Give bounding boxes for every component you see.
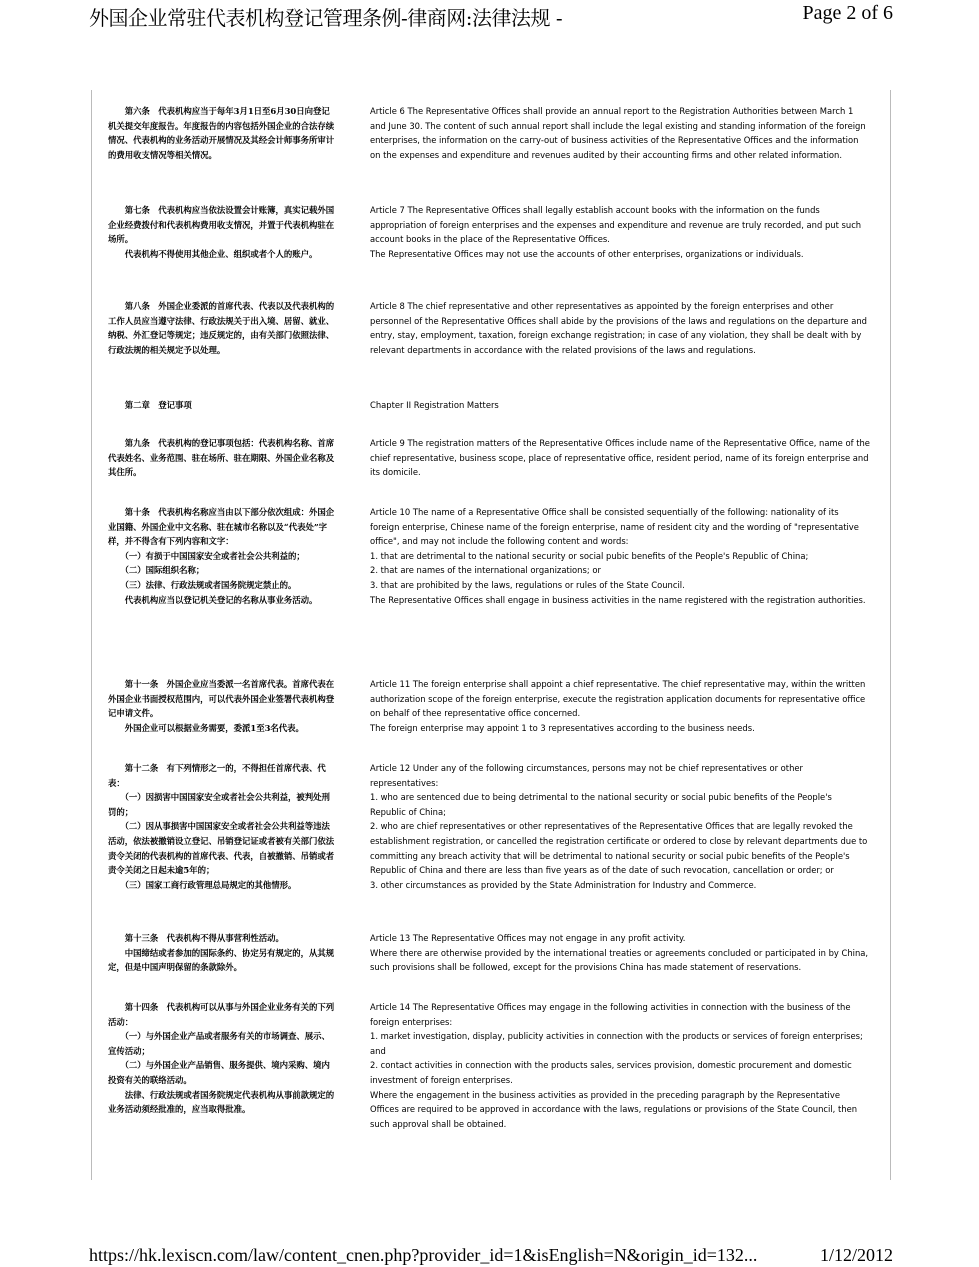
article-en-text	[370, 104, 870, 162]
zh-paragraph: （一）与外国企业产品或者服务有关的市场调查、展示、宣传活动；	[108, 1031, 330, 1056]
article-zh-text	[108, 931, 336, 975]
article-zh-text	[108, 677, 336, 735]
en-paragraph: Where the engagement in the business activities as provided in the preceding paragraph by the Representative Offices are required to be approved in accordance with the laws, regulations or provisions of the State Council, then such approval shall be obtained.	[370, 1089, 858, 1129]
en-paragraph: The Representative Offices may not use the accounts of other enterprises, organizations or individuals.	[370, 248, 804, 259]
footer-date: 1/12/2012	[819, 1245, 893, 1265]
page-number: Page 2 of 6	[802, 2, 893, 24]
zh-paragraph: 第二章 登记事项	[108, 400, 192, 410]
article-en-text	[370, 677, 870, 735]
zh-paragraph: 第十一条 外国企业应当委派一名首席代表。首席代表在外国企业书面授权范围内，可以代表外国企业签署代表机构登记申请文件。	[108, 679, 335, 719]
en-paragraph: Article 9 The registration matters of the Representative Offices include name of the Representative Office, name of the chief representative, business scope, place of representative office, resident period, name of its foreign enterprise and its domicile.	[370, 438, 870, 478]
article-zh-text	[108, 398, 336, 413]
article-en-text	[370, 203, 870, 261]
zh-paragraph: （一）因损害中国国家安全或者社会公共利益，被判处刑罚的；	[108, 792, 330, 817]
article-en-text	[370, 1000, 870, 1131]
en-paragraph: Article 10 The name of a Representative Office shall be consisted sequentially of the following: nationality of its foreign enterprise, Chinese name of the foreign enterprise, name of resident city and the wording of "representative office", and may not include the following content and words:	[370, 507, 859, 547]
en-paragraph: Article 13 The Representative Offices may not engage in any profit activity.	[370, 933, 686, 943]
en-paragraph: 3. that are prohibited by the laws, regulations or rules of the State Council.	[370, 579, 685, 590]
en-paragraph: 1. market investigation, display, publicity activities in connection with the products or services of foreign enterprises; and	[370, 1031, 863, 1056]
article-en-text	[370, 299, 870, 357]
article-zh-text	[108, 761, 336, 892]
article-en-text	[370, 931, 870, 975]
en-paragraph: Article 11 The foreign enterprise shall appoint a chief representative. The chief representative may, within the written authorization scope of the foreign enterprise, execute the registration application documents for representative office on behalf of thee representative office concerned.	[370, 679, 866, 719]
zh-paragraph: 第七条 代表机构应当依法设置会计账簿，真实记载外国企业经费拨付和代表机构费用收支情况，并置于代表机构驻在场所。	[108, 205, 335, 245]
zh-paragraph: 第十三条 代表机构不得从事营利性活动。	[108, 933, 284, 943]
en-paragraph: 1. who are sentenced due to being detrimental to the national security or social pubic benefits of the People's Republic of China;	[370, 792, 832, 817]
article-en-text	[370, 398, 870, 413]
en-paragraph: The foreign enterprise may appoint 1 to 3 representatives according to the business needs.	[370, 722, 755, 733]
en-paragraph: Chapter II Registration Matters	[370, 400, 499, 410]
article-zh-text	[108, 104, 336, 162]
zh-paragraph: 第八条 外国企业委派的首席代表、代表以及代表机构的工作人员应当遵守法律、行政法规关于出入境、居留、就业、纳税、外汇登记等规定；违反规定的，由有关部门依照法律、行政法规的相关规定予以处理。	[108, 301, 335, 355]
en-paragraph: Article 7 The Representative Offices shall legally establish account books with the information on the funds appropriation of foreign enterprises and the expenses and expenditure and revenue are truly recorded, and put such account books in the place of the Representative Offices.	[370, 205, 862, 245]
zh-paragraph: 法律、行政法规或者国务院规定代表机构从事前款规定的业务活动须经批准的，应当取得批准。	[108, 1089, 335, 1115]
zh-paragraph: 第十二条 有下列情形之一的，不得担任首席代表、代表：	[108, 763, 326, 788]
zh-paragraph: 第九条 代表机构的登记事项包括：代表机构名称、首席代表姓名、业务范围、驻在场所、驻在期限、外国企业名称及其住所。	[108, 438, 335, 478]
en-paragraph: 2. that are names of the international organizations; or	[370, 565, 601, 576]
zh-paragraph: （一）有损于中国国家安全或者社会公共利益的；	[108, 550, 305, 561]
en-paragraph: Where there are otherwise provided by the international treaties or agreements concluded or participated in by China, such provisions shall be followed, except for the provisions China has made statement of reservations.	[370, 947, 869, 973]
zh-paragraph: 第十条 代表机构名称应当由以下部分依次组成：外国企业国籍、外国企业中文名称、驻在城市名称以及“代表处”字样，并不得含有下列内容和文字：	[108, 507, 335, 547]
zh-paragraph: （二）国际组织名称；	[108, 565, 205, 576]
en-paragraph: Article 12 Under any of the following circumstances, persons may not be chief representatives or other representatives:	[370, 763, 803, 788]
article-zh-text	[108, 1000, 336, 1117]
zh-paragraph: （二）因从事损害中国国家安全或者社会公共利益等违法活动，依法被撤销设立登记、吊销登记证或者被有关部门依法责令关闭的代表机构的首席代表、代表，自被撤销、吊销或者责令关闭之日起未逾5年的；	[108, 821, 335, 876]
zh-paragraph: 代表机构不得使用其他企业、组织或者个人的账户。	[108, 248, 318, 259]
en-paragraph: Article 8 The chief representative and other representatives as appointed by the foreign enterprises and other personnel of the Representative Offices shall abide by the provisions of the laws and regulations on the departure and entry, stay, employment, taxation, foreign exchange registration; in case of any violation, they shall be dealt with by relevant departments in accordance with the related provisions of the laws and regulations.	[370, 301, 867, 355]
article-zh-text	[108, 505, 336, 607]
article-zh-text	[108, 203, 336, 261]
article-en-text	[370, 761, 870, 892]
en-paragraph: Article 14 The Representative Offices may engage in the following activities in connection with the business of the foreign enterprises:	[370, 1002, 851, 1027]
zh-paragraph: 第六条 代表机构应当于每年3月1日至6月30日向登记机关提交年度报告。年度报告的内容包括外国企业的合法存续情况、代表机构的业务活动开展情况及其经会计师事务所审计的费用收支情况等相关情况。	[108, 106, 335, 160]
footer-url: https://hk.lexiscn.com/law/content_cnen.php?provider_id=1&isEnglish=N&origin_id=132...	[89, 1245, 758, 1265]
en-paragraph: Article 6 The Representative Offices shall provide an annual report to the Registration Authorities between March 1 and June 30. The content of such annual report shall include the legal existing and standing information of the foreign enterprises, the information on the carry-out of business activities of the Representative Offices and the information on the expenses and expenditure and revenues audited by their accounting firms and other related information.	[370, 106, 866, 160]
article-en-text	[370, 505, 870, 607]
zh-paragraph: 第十四条 代表机构可以从事与外国企业业务有关的下列活动：	[108, 1002, 335, 1027]
zh-paragraph: 中国缔结或者参加的国际条约、协定另有规定的，从其规定，但是中国声明保留的条款除外。	[108, 947, 335, 973]
en-paragraph: 1. that are detrimental to the national security or social pubic benefits of the People's Republic of China;	[370, 550, 809, 561]
article-en-text	[370, 436, 870, 480]
en-paragraph: The Representative Offices shall engage in business activities in the name registered with the registration authorities.	[370, 594, 866, 605]
page-header-title: 外国企业常驻代表机构登记管理条例-律商网:法律法规 -	[89, 6, 563, 30]
zh-paragraph: （三）国家工商行政管理总局规定的其他情形。	[108, 879, 297, 890]
zh-paragraph: 代表机构应当以登记机关登记的名称从事业务活动。	[108, 594, 318, 605]
zh-paragraph: 外国企业可以根据业务需要，委派1至3名代表。	[108, 722, 304, 733]
zh-paragraph: （二）与外国企业产品销售、服务提供、境内采购、境内投资有关的联络活动。	[108, 1060, 330, 1085]
zh-paragraph: （三）法律、行政法规或者国务院规定禁止的。	[108, 579, 297, 590]
en-paragraph: 2. who are chief representatives or other representatives of the Representative Offices that are legally revoked the establishment registration, or cancelled the registration certificate or ordered to close by relevant departments due to committing any breach activity that will be detrimental to national security or social pubic benefits of the People's Republic of China and there are less than five years as of the date of such revocation, cancellation or order; or	[370, 821, 868, 876]
en-paragraph: 2. contact activities in connection with the products sales, services provision, domestic procurement and domestic investment of foreign enterprises.	[370, 1060, 852, 1085]
en-paragraph: 3. other circumstances as provided by the State Administration for Industry and Commerce.	[370, 879, 757, 890]
article-zh-text	[108, 299, 336, 357]
article-zh-text	[108, 436, 336, 480]
